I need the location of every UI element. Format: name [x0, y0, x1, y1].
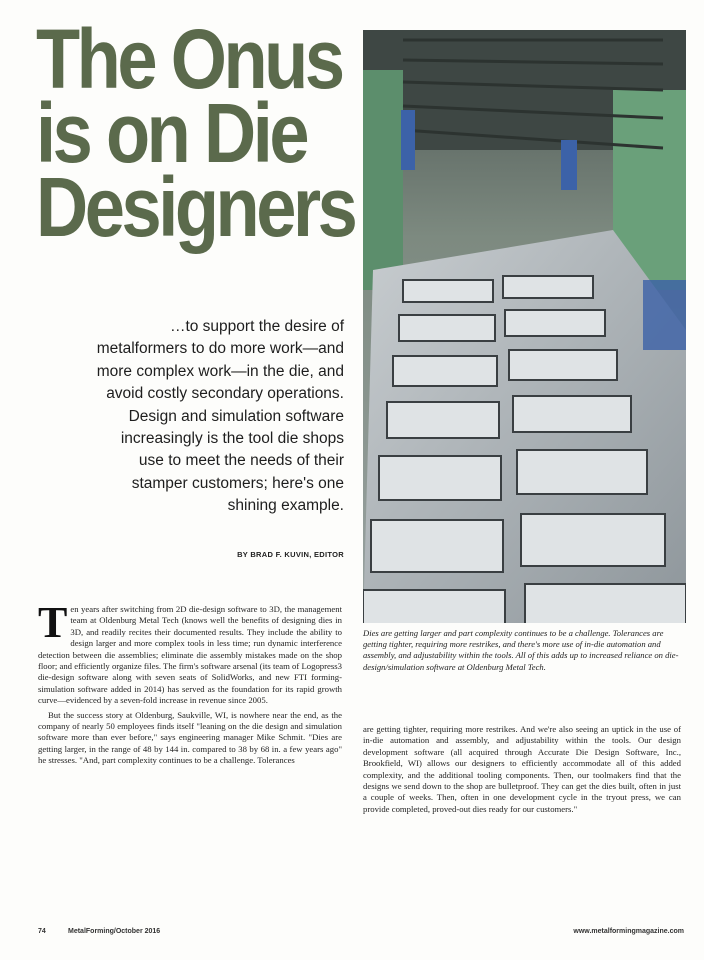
byline: BY BRAD F. KUVIN, EDITOR [237, 550, 344, 559]
body-paragraph [38, 598, 342, 707]
die-photo-illustration [363, 30, 686, 623]
website-url: www.metalformingmagazine.com [573, 928, 684, 935]
body-column-right [363, 724, 681, 818]
photo-caption: Dies are getting larger and part complexity continues to be a challenge. Tolerances are getting tighter, requiring more restrikes, and there's more use of in-die automation and assembly, and adjustability within the tools. All of this adds up to increased reliance on die-design/simulation software at Oldenburg Metal Tech. [363, 628, 679, 672]
title-line-3: Designers [36, 160, 355, 254]
article-title [36, 12, 355, 254]
die-photo [363, 30, 686, 623]
paragraph-text: en years after switching from 2D die-design software to 3D, the management team at Oldenburg Metal Tech (knows well the benefits of designing dies in 3D, and readily recites their documented results. They include the ability to design larger and more complex tools in less time; run dynamic interference detection between die assemblies; eliminate die assembly mistakes made on the shop floor; and efficiently organize files. The firm's software arsenal (its team of Logopress3 die-design software along with seven seats of SolidWorks, and new FTI forming-simulation software added in 2014) has served as the foundation for its rapid growth curve—evidenced by a seven-fold increase in revenue since 2005. [38, 604, 342, 706]
body-paragraph: are getting tighter, requiring more restrikes. And we're also seeing an uptick in the use of in-die automation and assembly, and adjustability within the tools. Our design development software (all acquired through Accurate Die Design Software, Inc., Brookfield, WI) allows our designers to efficiently accommodate all of this added complexity, and the additional tooling components. Then, our toolmakers find that the designs we send down to the shop are bulletproof. They can get the dies built, often in just a couple of weeks. Then, often in one development cycle in the tryout press, we can provide completed, proved-out dies ready for our customers." [363, 724, 681, 814]
body-column-left [38, 598, 342, 770]
drop-cap: T [38, 598, 68, 647]
article-deck: …to support the desire of metalformers to do more work—and more complex work—in the die, and avoid costly secondary operations. Design and simulation software increasingly is the tool die shops use to meet the needs of their stamper customers; here's one shining example. [96, 318, 344, 515]
publication-name: MetalForming/October 2016 [68, 928, 161, 935]
page-number: 74 [38, 928, 46, 935]
title-line-1: The Onus [36, 12, 342, 106]
body-paragraph: But the success story at Oldenburg, Saukville, WI, is nowhere near the end, as the company of nearly 50 employees finds itself "leaning on the die design and simulation software more than ever before," says engineering manager Mike Schmit. "Dies are getting larger, in the range of 48 by 144 in. compared to 38 by 68 in. a few years ago" he stresses. "And, part complexity continues to be a challenge. Tolerances [38, 709, 342, 766]
title-line-2: is on Die [36, 86, 307, 180]
page-footer [38, 928, 684, 940]
